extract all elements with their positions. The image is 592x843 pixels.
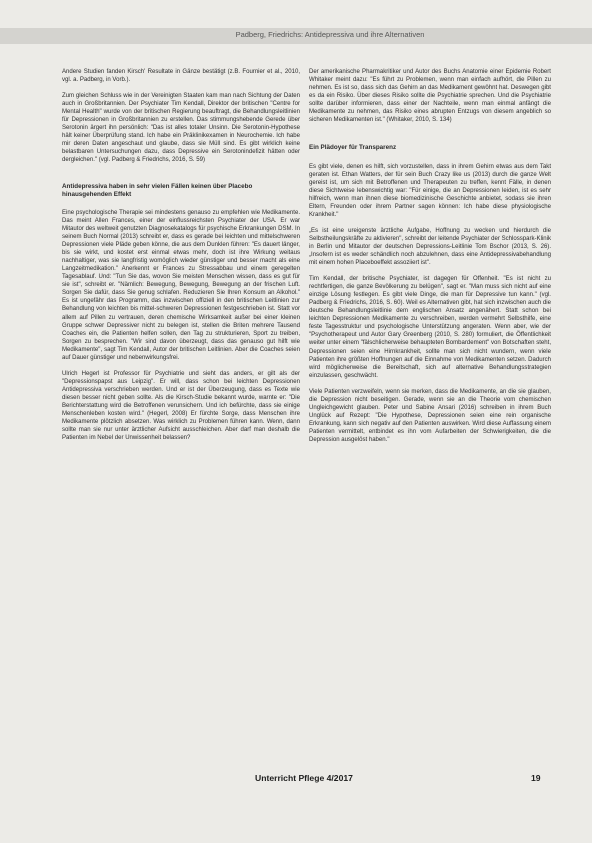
footer-journal-title: Unterricht Pflege 4/2017: [255, 773, 353, 783]
running-head: Padberg, Friedrichs: Antidepressiva und ihre Alternativen: [235, 30, 425, 39]
frances-paragraph: Eine psychologische Therapie sei mindestens genauso zu empfehlen wie Medikamente. Das meint Allen Frances, einer der einflussreichsten Psychiater der USA. Er war Mitautor des weltweit genutzten Diagnosekatalogs für psychische Erkrankungen DSM. In seinem Buch Normal (2013) schreibt er, dass es gerade bei leichten und mittelschweren Depressionen viele Pläde geben könne, die aus dem Dunklen führen: "Es dauert länger, bis sie wirkt, und kostet erst einmal etwas mehr, doch ist ihre Wirkung weitaus nachhaltiger, was sie langfristig womöglich wieder günstiger und besser macht als eine Langzeitmedikation." Anerkennt er Frances zu Stressabbau und einem geregelten Tagesablauf. Und: "Tun Sie das, wovon Sie meisten Menschen wissen, dass es gut für sie ist", schreibt er. "Nämlich: Bewegung, Bewegung, Bewegung an der frischen Luft. Sorgen Sie dafür, dass Sie genug schlafen. Reduzieren Sie Ihren Konsum an Alkohol." Es ist ungefähr das Programm, das inzwischen offiziell in den britischen Leitlinien zur Behandlung von leichten bis mittel-schweren Depressionen festgeschrieben ist. Statt vor allem auf Pillen zu vertrauen, deren chemische Wirksamkeit außer bei einer kleinen Gruppe schwer Depressiver nicht zu belegen ist, stellen die Briten mehrere Tausend Coaches ein, die Patienten helfen sollen, den Tag zu strukturieren, Sport zu treiben, Sorgen zu besprechen. "Wir sind davon überzeugt, dass das genauso gut hilft wie Medikamente", sagt Tim Kendall, Autor der britischen Leitlinien. Aber die Coaches seien auf Dauer günstiger und nebenwirkungsfrei.: [62, 209, 300, 361]
intro-paragraph: Andere Studien fanden Kirsch' Resultate in Gänze bestätigt (z.B. Fournier et al., 2010, vgl. a. Padberg, in Vorb.).: [62, 69, 300, 84]
hegerl-paragraph: Ulrich Hegerl ist Professor für Psychiatrie und sieht das anders, er gilt als der "Depressionspapst aus Leipzig". Er will, dass schon bei leichten Depressionen Antidepressiva verschrieben werden. Und er ist der Überzeugung, dass es Texte wie diesen besser nicht geben sollte. Als die Kirsch-Studie bekannt wurde, warnte er: "Die Berichterstattung wird die Betroffenen verunsichern. Und ich befürchte, dass sie einige Menschenleben kosten wird." (Hegerl, 2008) Er fürchte Sorge, dass Menschen ihre Medikamente plötzlich absetzen. Was wirklich zu Problemen führen kann. Wenn, dann sollte man sie nur unter ärztlicher Aufsicht ausschleichen. Aber darf man deshalb die Patienten im Nebel der Unwissenheit belassen?: [62, 370, 300, 442]
serotonin-paragraph: Zum gleichen Schluss wie in der Vereinigten Staaten kam man nach Sichtung der Daten auch in Großbritannien. Der Psychiater Tim Kendall, Direktor der britischen "Centre for Mental Health" wurde von der britischen Regierung beauftragt, die Behandlungsleitlinien für Depressionen in Großbritannien zu erstellen. Das stimmungshebende Gerede über Serotonin ärgert ihn persönlich: "Das ist alles totaler Unsinn. Die Serotonin-Hypothese hält keiner Überprüfung stand. Ich habe ein Präklinikexamen in Neurochemie. Ich habe mir deren Daten angeschaut und glaube, dass sie Müll sind. Es gibt wirklich keine belastbaren Untersuchungen dazu, dass Depressive ein Serotonindefizit hätten oder dergleichen." (vgl. Padberg & Friedrichs, 2016, S. 59): [62, 93, 300, 164]
left-column: [62, 68, 300, 450]
page-number: 19: [531, 773, 541, 783]
section-heading-placebo: Antidepressiva haben in sehr vielen Fällen keinen über Placebo hinausgehenden Effekt: [62, 182, 253, 198]
right-column: [309, 68, 551, 452]
watters-paragraph: Es gibt viele, denen es hilft, sich vorzustellen, dass in ihrem Gehirn etwas aus dem Takt geraten ist. Ethan Watters, der für sein Buch Crazy like us (2013) durch die ganze Welt gereist ist, um sich mit Betroffenen und Therapeuten zu treffen, kennt Fälle, in denen diese Sichtweise lebenswichtig war: "Für einige, die an Depressionen leiden, ist es sehr hilfreich, wenn man ihnen diese biomedizinische Geschichte anbietet, sodass sie ihren Eltern, Freunden oder ihrem Partner sagen können: Ich habe diese physiologische Krankheit.": [309, 163, 551, 218]
whitaker-paragraph: Der amerikanische Pharmakritiker und Autor des Buchs Anatomie einer Epidemie Robert Whitaker meint dazu: "Es führt zu Problemen, wenn man einfach aufhört, die Pillen zu nehmen. Es ist so, dass sich das Gehirn an das Medikament gewöhnt hat. Deswegen gibt es da ein Risiko. Über dieses Risiko sollte die Psychiatrie sprechen. Und die Psychiatrie sollte darüber informieren, dass einer der Nachteile, wenn man einmal anfängt die Medikamente zu nehmen, das Risiko eines abrupten Entzugs von diesem angeblich so sicheren Medikamenten ist." (Whitaker, 2010, S. 134): [309, 69, 551, 124]
kendall-paragraph: Tim Kendall, der britische Psychiater, ist dagegen für Offenheit. "Es ist nicht zu rechtfertigen, die ganze Bevölkerung zu belügen", sagt er. "Man muss sich nicht auf eine einzige Lösung festlegen. Es gibt viele Dinge, die man für Depressive tun kann." (vgl. Padberg & Friedrichs, 2016, S. 60). Weil es Alternativen gibt, hat sich inzwischen auch die deutsche Behandlungsleitlinie dem englischen Ansatz angenähert. Statt schon bei leichten Depressionen Medikamente zu verschreiben, werden vermehrt Selbsthilfe, eine feste Tagesstruktur und psychologische Unterstützung angeraten. Wenn aber, wie der "Psychotherapeut und Autor Gary Greenberg (2010, S. 280) formuliert, die Öffentlichkeit weiter unter einem "fälschlicherweise behaupteten Bombardement" von Botschaften steht, Depressionen seien eine Hirnkrankheit, sollte man sich nicht wundern, wenn viele Patienten ihre größten Hoffnungen auf die Einnahme von Medikamenten setzen. Dadurch wird möglicherweise die Bereitschaft, sich auf alternative Behandlungsstrategien einzulassen, geschwächt.: [309, 276, 551, 379]
section-heading-transparenz: Ein Plädoyer für Transparenz: [309, 144, 397, 152]
ansari-paragraph: Viele Patienten verzweifeln, wenn sie merken, dass die Medikamente, an die sie glauben, die Depression nicht beseitigen. Gerade, wenn sie an die Theorie vom chemischen Ungleichgewicht glauben. Peter und Sabine Ansari (2016) schreiben in ihrem Buch Unglück auf Rezept: "Die Hypothese, Depressionen seien eine rein organische Erkrankung, kann sich negativ auf den Patienten auswirken. Wird diese Auffassung einem Patienten vermittelt, entbindet es ihn vom Aufarbeiten der Schwierigkeiten, die die Depression ausgelöst haben.": [309, 388, 551, 443]
bschor-paragraph: „Es ist eine ureigenste ärztliche Aufgabe, Hoffnung zu wecken und hierdurch die Selbstheilungskräfte zu aktivieren", schreibt der leitende Psychiater der Schlosspark-Klinik in Berlin und Mitautor der deutschen Depressions-Leitlinie Tom Bschor (2013, S. 26). „Insofern ist es weder schändlich noch abzulehnen, dass eine Antidepressivabehandlung mit einem hohen Placeboeffekt assoziiert ist".: [309, 227, 551, 267]
